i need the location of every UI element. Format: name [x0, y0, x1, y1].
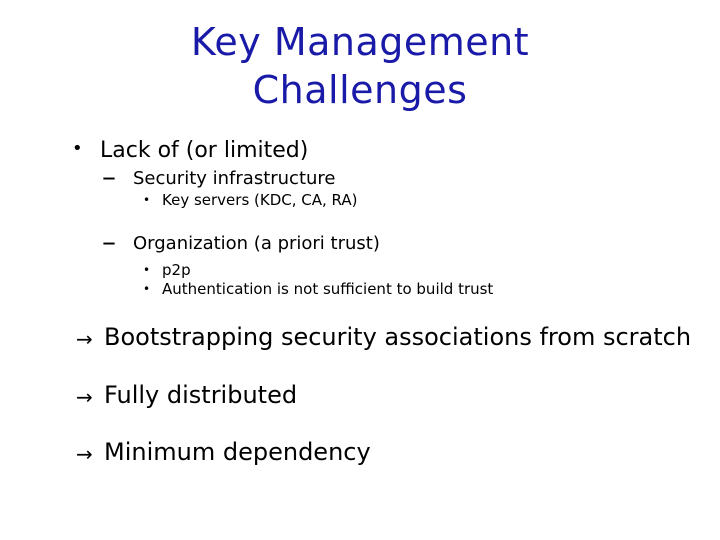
- arrow-icon: →: [76, 442, 93, 466]
- bullet-icon: •: [143, 282, 151, 296]
- item-authentication: Authentication is not sufficient to build trust: [162, 280, 494, 298]
- bullet-icon: •: [143, 263, 151, 277]
- point-minimum-dependency: Minimum dependency: [104, 438, 371, 466]
- arrow-icon: →: [76, 327, 93, 351]
- sub-bullet-security-infrastructure: Security infrastructure: [133, 168, 336, 189]
- bullet-icon: •: [143, 193, 151, 207]
- sub-bullet-organization: Organization (a priori trust): [133, 233, 380, 254]
- slide-title-line-1: Key Management: [190, 20, 530, 64]
- point-bootstrapping: Bootstrapping security associations from scratch: [104, 323, 692, 351]
- bullet-lack-of-text: Lack of (or limited): [100, 138, 309, 163]
- arrow-icon: →: [76, 385, 93, 409]
- item-p2p: p2p: [162, 261, 191, 279]
- item-key-servers: Key servers (KDC, CA, RA): [162, 191, 358, 209]
- bullet-icon: •: [72, 138, 83, 159]
- slide-title-line-2: Challenges: [252, 68, 468, 112]
- dash-icon: –: [102, 225, 116, 258]
- slide-title: [160, 18, 560, 114]
- point-fully-distributed: Fully distributed: [104, 381, 298, 409]
- dash-icon: –: [102, 160, 116, 193]
